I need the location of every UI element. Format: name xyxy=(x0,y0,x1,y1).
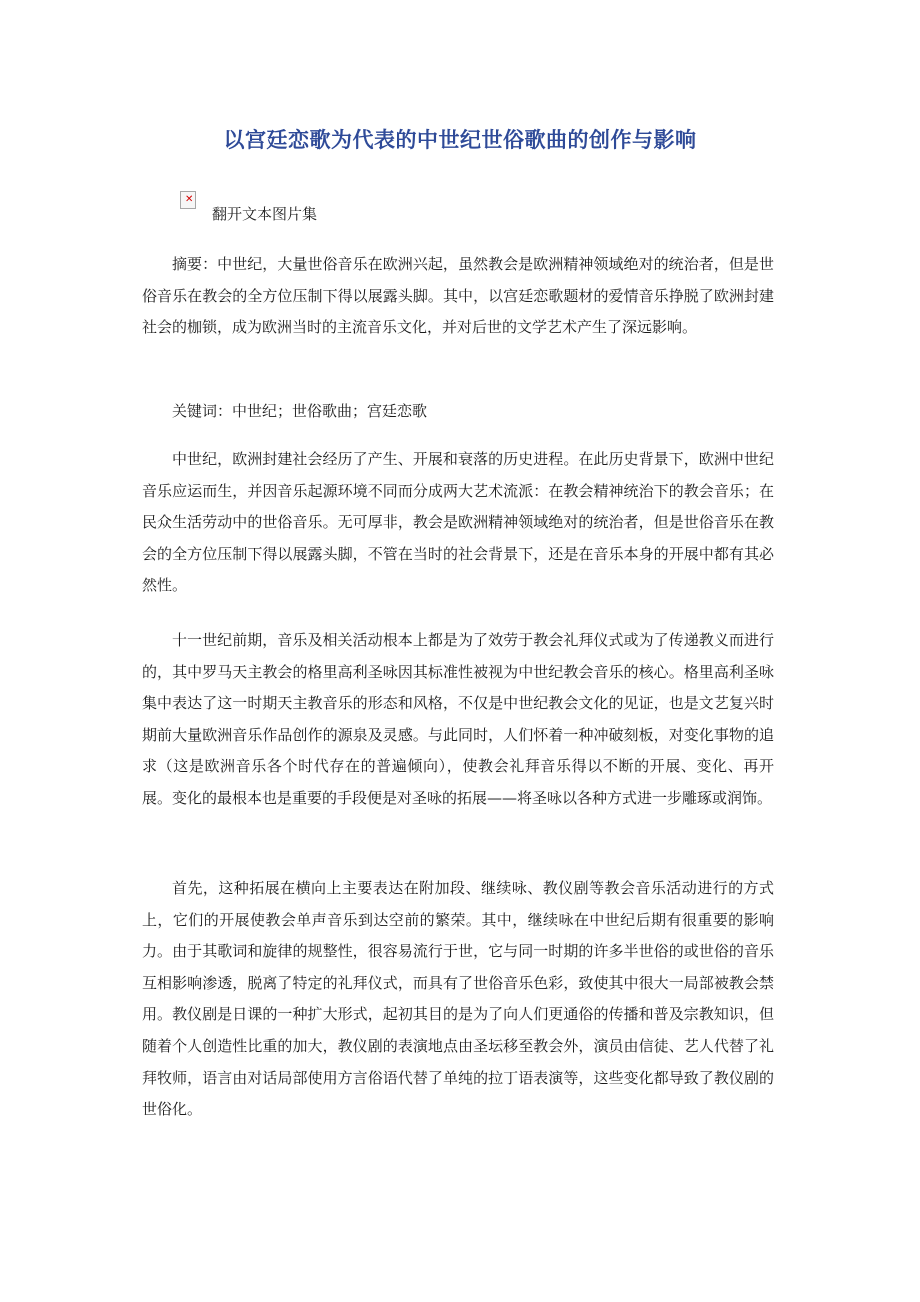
image-caption[interactable]: 翻开文本图片集 xyxy=(212,205,318,223)
body-paragraph: 十一世纪前期，音乐及相关活动根本上都是为了效劳于教会礼拜仪式或为了传递教义而进行的，其中罗马天主教会的格里高利圣咏因其标准性被视为中世纪教会音乐的核心。格里高利圣咏集中表达了这一时期天主教音乐的形态和风格，不仅是中世纪教会文化的见证，也是文艺复兴时期前大量欧洲音乐作品创作的源泉及灵感。与此同时，人们怀着一种冲破刻板，对变化事物的追求（这是欧洲音乐各个时代存在的普遍倾向），使教会礼拜音乐得以不断的开展、变化、再开展。变化的最根本也是重要的手段便是对圣咏的拓展——将圣咏以各种方式进一步雕琢或润饰。 xyxy=(142,631,774,807)
abstract-paragraph: 摘要：中世纪，大量世俗音乐在欧洲兴起，虽然教会是欧洲精神领域绝对的统治者，但是世俗音乐在教会的全方位压制下得以展露头脚。其中，以宫廷恋歌题材的爱情音乐挣脱了欧洲封建社会的枷锁，成为欧洲当时的主流音乐文化，并对后世的文学艺术产生了深远影响。 xyxy=(142,255,774,337)
body-paragraph: 首先，这种拓展在横向上主要表达在附加段、继续咏、教仪剧等教会音乐活动进行的方式上，它们的开展使教会单声音乐到达空前的繁荣。其中，继续咏在中世纪后期有很重要的影响力。由于其歌词和旋律的规整性，很容易流行于世，它与同一时期的许多半世俗的或世俗的音乐互相影响渗透，脱离了特定的礼拜仪式，而具有了世俗音乐色彩，致使其中很大一局部被教会禁用。教仪剧是日课的一种扩大形式，起初其目的是为了向人们更通俗的传播和普及宗教知识，但随着个人创造性比重的加大，教仪剧的表演地点由圣坛移至教会外，演员由信徒、艺人代替了礼拜牧师，语言由对话局部使用方言俗语代替了单纯的拉丁语表演等，这些变化都导致了教仪剧的世俗化。 xyxy=(142,879,774,1119)
broken-image-icon[interactable] xyxy=(180,191,196,209)
body-paragraph: 中世纪，欧洲封建社会经历了产生、开展和衰落的历史进程。在此历史背景下，欧洲中世纪音乐应运而生，并因音乐起源环境不同而分成两大艺术流派：在教会精神统治下的教会音乐；在民众生活劳动中的世俗音乐。无可厚非，教会是欧洲精神领域绝对的统治者，但是世俗音乐在教会的全方位压制下得以展露头脚，不管在当时的社会背景下，还是在音乐本身的开展中都有其必然性。 xyxy=(142,450,774,595)
broken-image-x-mark: ✕ xyxy=(185,194,194,205)
document-title: 以宫廷恋歌为代表的中世纪世俗歌曲的创作与影响 xyxy=(223,128,697,152)
keywords-paragraph: 关键词：中世纪；世俗歌曲；宫廷恋歌 xyxy=(172,402,428,420)
